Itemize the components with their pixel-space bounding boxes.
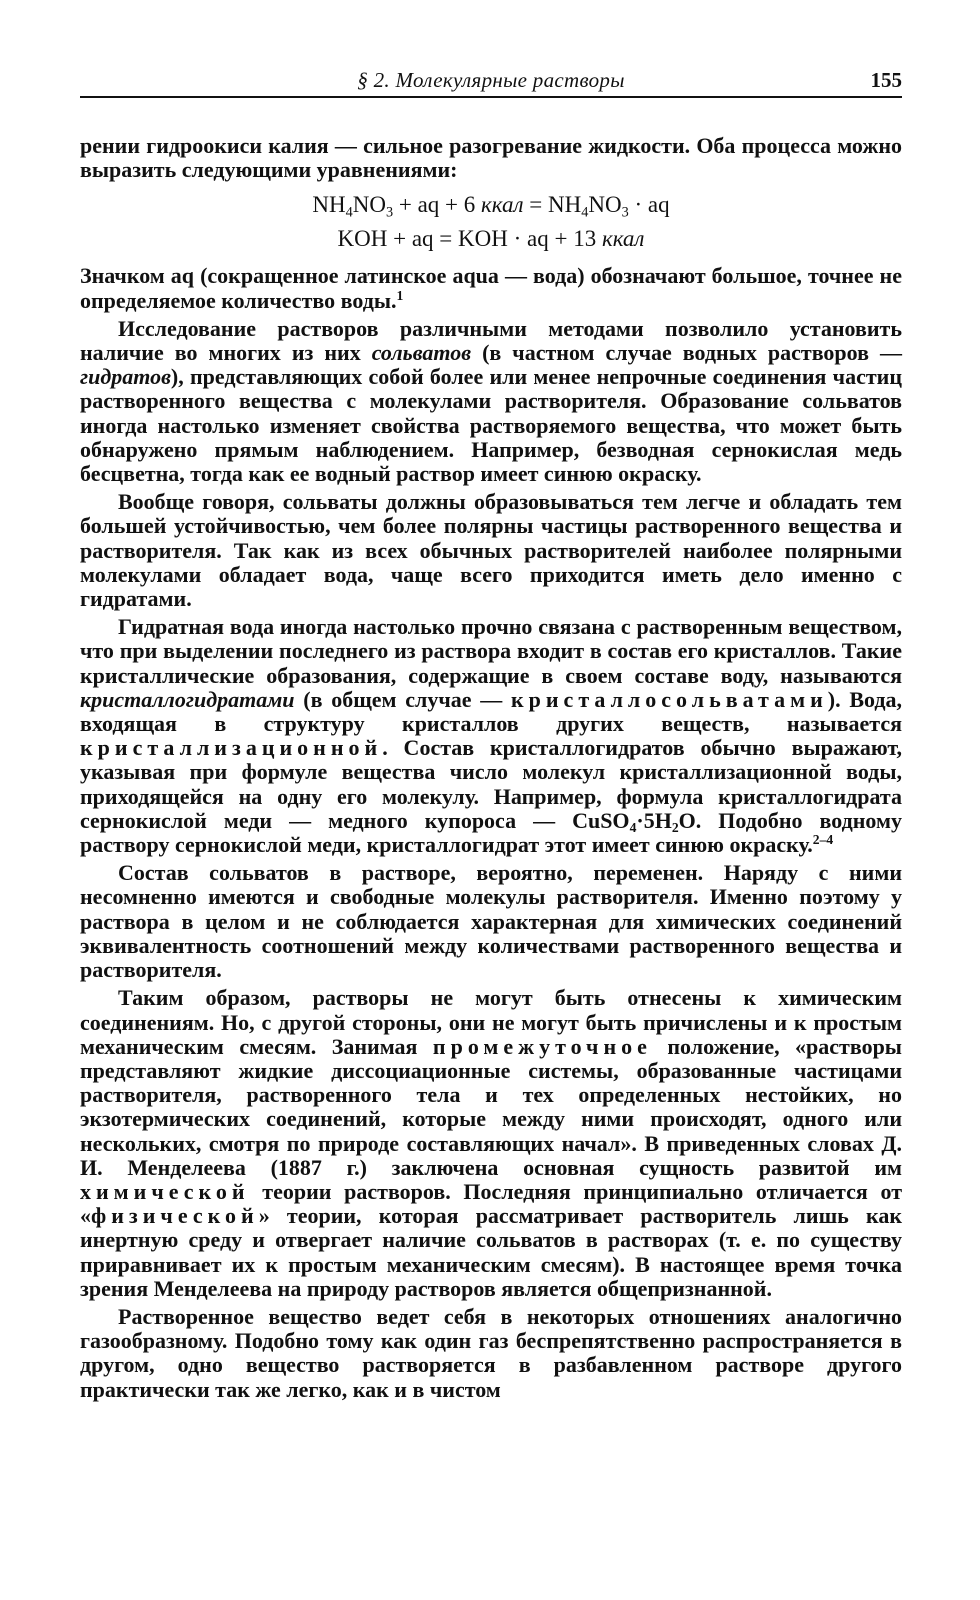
equations: [80, 188, 902, 256]
formula-sub: 4: [629, 819, 637, 835]
eq2-unit: ккал: [601, 226, 645, 252]
p5-text: Гидратная вода иногда настолько прочно связана с растворенным веществом, что при выделении последнего из раствора входит в состав его кристаллов. Такие кристаллические образования, содержащие в своем составе воду, называются: [80, 614, 902, 688]
term-chemical: химической: [80, 1178, 250, 1204]
term-intermediate: промежуточное: [432, 1033, 652, 1059]
p7-text: положение, «растворы представляют жидкие диссоциационные системы, образованные частицами растворителя, растворенного тела и тех определенных нестойких, но экзотермических соединений, которые между ними происходят, одного или нескольких, смотря по природе составляющих начал». В приведенных словах Д. И. Менделеева (1887 г.) заключена основная сущность развитой им: [80, 1033, 902, 1180]
p7-text: Таким образом, растворы не могут быть отнесены к химическим соединениям. Но, с другой стороны, они не могут быть причислены и к простым механическим смесям. Занимая: [80, 985, 902, 1059]
eq2-part: KOH + aq = KOH · aq + 13: [337, 226, 602, 252]
formula-sub: 2: [671, 819, 679, 835]
p3-text: Исследование растворов различными методами позволило установить наличие во многих из них: [80, 315, 902, 366]
book-page: [80, 66, 902, 1402]
term-solvates: сольватов: [371, 340, 472, 366]
p3-text: ), представляющих собой более или менее непрочные соединения частиц растворенного вещества с молекулами растворителя. Образование сольватов иногда настолько изменяет свойства растворяемого вещества, что может быть обнаружено прямым наблюдением. Например, безводная сернокислая медь бесцветна, тогда как ее водный раствор имеет синюю окраску.: [80, 364, 902, 487]
page-number: 155: [870, 68, 902, 92]
equation-2: [80, 222, 902, 256]
eq1-part: NH: [312, 192, 346, 218]
p5-text: ·5H: [636, 807, 672, 833]
equation-1: [80, 188, 902, 222]
section-title: § 2. Молекулярные растворы: [357, 68, 625, 92]
page-body: [80, 134, 902, 1402]
eq1-sub: 4: [581, 204, 589, 221]
paragraph-8: Растворенное вещество ведет себя в некоторых отношениях аналогично газообразному. Подобно тому как один газ беспрепятственно распространяется в другом, одно вещество растворяется в разбавленном растворе другого практически так же легко, как и в чистом: [80, 1303, 902, 1402]
paragraph-6: Состав сольватов в растворе, вероятно, переменен. Наряду с ними несомненно имеются и свободные молекулы растворителя. Именно поэтому у раствора в целом и не соблюдается характерная для химических соединений эквивалентность соотношений между количествами растворенного вещества и растворителя.: [80, 860, 902, 983]
eq1-part: + aq + 6: [393, 192, 482, 218]
term-hydrates: гидратов: [80, 364, 171, 390]
p5-text: (в общем случае —: [294, 686, 511, 712]
footnote-ref: 1: [396, 287, 404, 303]
p7-text: » теории, которая рассматривает растворитель лишь как инертную среду и отвергает наличие сольватов в растворах (т. е. по существу приравнивает их к простым механическим смесям). В настоящее время точка зрения Менделеева на природу растворов является общепризнанной.: [80, 1203, 902, 1301]
paragraph-5: [80, 615, 902, 857]
paragraph-1: рении гидроокиси калия — сильное разогревание жидкости. Оба процесса можно выразить следующими уравнениями:: [80, 133, 902, 183]
eq1-part: NO: [588, 192, 622, 218]
running-header: [80, 66, 902, 98]
eq1-unit: ккал: [481, 192, 524, 218]
term-crystallization: кристаллизационной: [80, 735, 383, 761]
term-crystallohydrates: кристаллогидратами: [80, 686, 295, 712]
p3-text: (в частном случае водных растворов —: [471, 340, 903, 366]
eq1-part: NO: [352, 192, 386, 218]
paragraph-7: [80, 986, 902, 1301]
term-crystallosolvates: кристаллосольватами: [510, 686, 828, 712]
p5-text: . Состав кристаллогидратов обычно выражают, указывая при формуле вещества число молекул кристаллизационной воды, приходящейся на одну его молекулу. Например, формула кристаллогидрата сернокислой меди — медного купороса — CuSO: [80, 735, 902, 833]
p7-text: теории растворов. Последняя принципиально отличается от «: [80, 1178, 902, 1229]
p2-text: Значком aq (сокращенное латинское aqua — вода) обозначают большое, точнее не определяемое количество воды.: [80, 263, 902, 313]
footnote-ref: 2–4: [812, 831, 834, 847]
paragraph-4: Вообще говоря, сольваты должны образовываться тем легче и обладать тем большей устойчивостью, чем более полярны частицы растворенного вещества и растворителя. Так как из всех обычных растворителей наиболее полярными молекулами обладает вода, чаще всего приходится иметь дело именно с гидратами.: [80, 489, 902, 612]
term-physical: физической: [91, 1203, 259, 1229]
paragraph-2: [80, 264, 902, 312]
eq1-part: · aq: [628, 192, 670, 218]
eq1-sub: 3: [386, 204, 394, 221]
eq1-part: = NH: [523, 192, 582, 218]
eq1-sub: 4: [345, 204, 353, 221]
p5-text: O. Подобно водному раствору сернокислой меди, кристаллогидрат этот имеет синюю окраску.: [80, 807, 902, 858]
paragraph-3: [80, 317, 902, 486]
eq1-sub: 3: [621, 204, 629, 221]
p5-text: ). Вода, входящая в структуру кристаллов других веществ, называется: [80, 686, 902, 737]
